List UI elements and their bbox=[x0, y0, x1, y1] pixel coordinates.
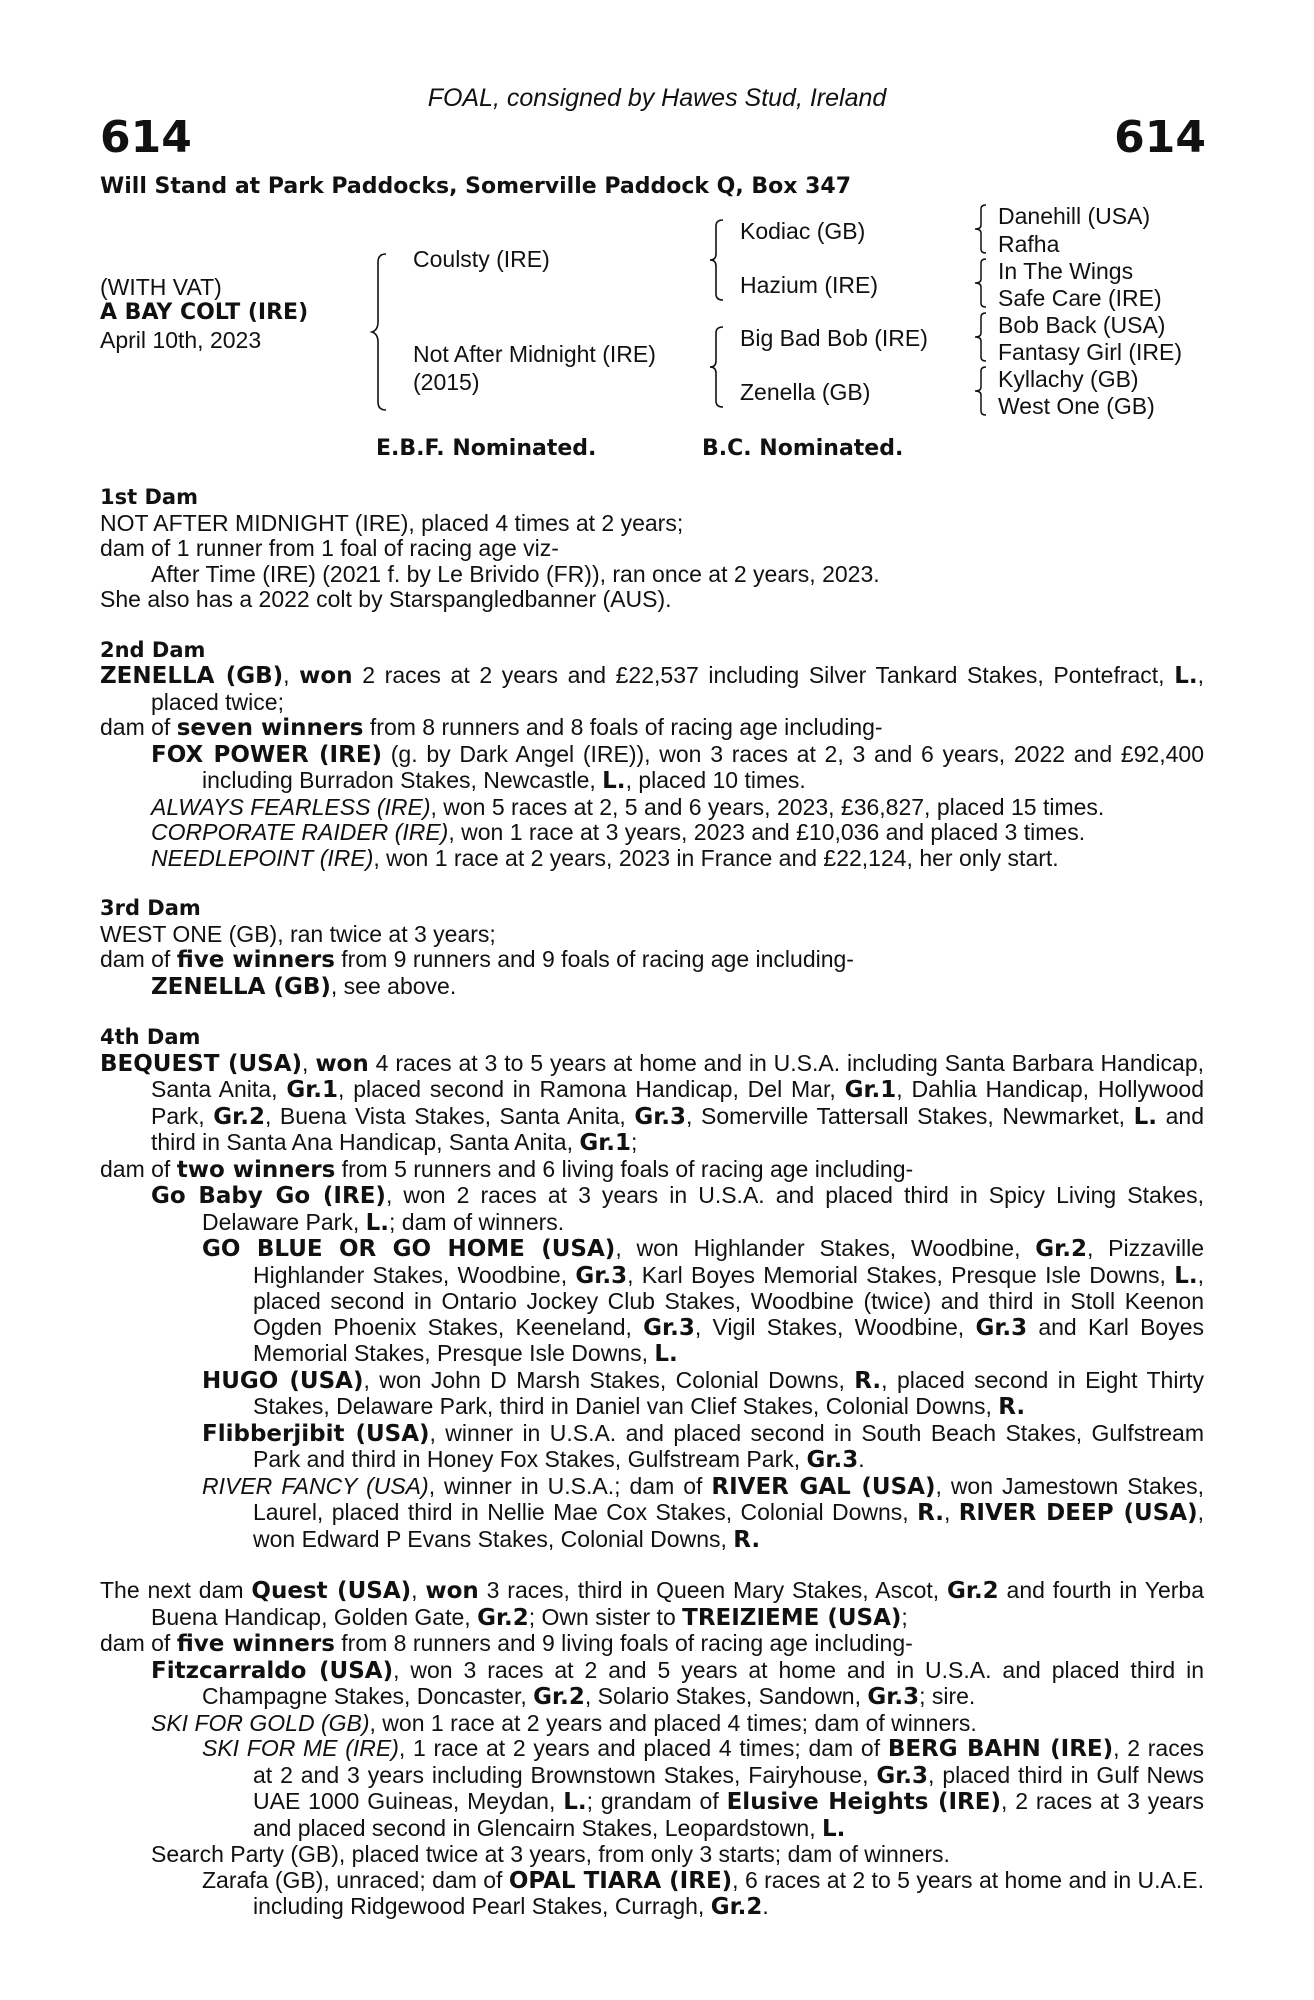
gen3-4: Safe Care (IRE) bbox=[998, 285, 1162, 311]
first-dam-extra: She also has a 2022 colt by Starspangledbanner (AUS). bbox=[100, 586, 672, 612]
produce-hugo: HUGO (USA), won John D Marsh Stakes, Colonial Downs, R., placed second in Eight Thirty Stakes, Delaware Park, third in Daniel van Clief Stakes, Colonial Downs, R. bbox=[202, 1366, 1205, 1420]
sire-bracket bbox=[709, 218, 733, 302]
lot-number-left: 614 bbox=[100, 112, 192, 163]
produce-always-fearless: ALWAYS FEARLESS (IRE), won 5 races at 2, 5 and 6 years, 2023, £36,827, placed 15 times. bbox=[151, 793, 1105, 820]
vat-note: (WITH VAT) bbox=[100, 274, 222, 300]
gen2-sire-dam: Hazium (IRE) bbox=[740, 272, 879, 298]
gen3-6: Fantasy Girl (IRE) bbox=[998, 339, 1183, 365]
produce-fitzcarraldo: Fitzcarraldo (USA), won 3 races at 2 and 5 years at home and in U.S.A. and placed third in Champagne Stakes, Doncaster, Gr.2, Solario Stakes, Sandown, Gr.3; sire. bbox=[151, 1656, 1204, 1710]
gen3-8: West One (GB) bbox=[998, 393, 1155, 419]
next-dam-produce-summary: dam of five winners from 8 runners and 9 living foals of racing age including- bbox=[100, 1630, 913, 1657]
sire-name: Coulsty (IRE) bbox=[413, 246, 550, 272]
gen3-bracket-4 bbox=[974, 365, 994, 419]
foaling-date: April 10th, 2023 bbox=[100, 327, 262, 353]
gen3-5: Bob Back (USA) bbox=[998, 312, 1166, 338]
gen3-2: Rafha bbox=[998, 231, 1060, 257]
gen3-1: Danehill (USA) bbox=[998, 203, 1151, 229]
fourth-dam-produce-summary: dam of two winners from 5 runners and 6 living foals of racing age including- bbox=[100, 1155, 914, 1183]
produce-corporate-raider: CORPORATE RAIDER (IRE), won 1 race at 3 years, 2023 and £10,036 and placed 3 times. bbox=[151, 819, 1086, 845]
subject-name: A BAY COLT (IRE) bbox=[100, 300, 309, 325]
third-dam-produce-summary: dam of five winners from 9 runners and 9 foals of racing age including- bbox=[100, 946, 854, 973]
produce-flibberjibit: Flibberjibit (USA), winner in U.S.A. and placed second in South Beach Stakes, Gulfstream Park and third in Honey Fox Stakes, Gulfstream Park, Gr.3. bbox=[202, 1419, 1205, 1473]
produce-ski-for-gold: SKI FOR GOLD (GB), won 1 race at 2 years and placed 4 times; dam of winners. bbox=[151, 1709, 977, 1736]
gen2-dam-sire: Big Bad Bob (IRE) bbox=[740, 325, 928, 351]
first-dam-produce-1: After Time (IRE) (2021 f. by Le Brivido (FR)), ran once at 2 years, 2023. bbox=[151, 560, 880, 587]
next-dam-entry: The next dam Quest (USA), won 3 races, third in Queen Mary Stakes, Ascot, Gr.2 and fourth in Yerba Buena Handicap, Golden Gate, Gr.2; Own sister to TREIZIEME (USA); bbox=[100, 1577, 1205, 1631]
fourth-dam-entry: BEQUEST (USA), won 4 races at 3 to 5 years at home and in U.S.A. including Santa Barbara Handicap, Santa Anita, Gr.1, placed second in Ramona Handicap, Del Mar, Gr.1, Dahlia Handicap, Hollywood Park, Gr.2, Buena Vista Stakes, Santa Anita, Gr.3, Somerville Tattersall Stakes, Newmarket, L. and third in Santa Ana Handicap, Santa Anita, Gr.1; bbox=[100, 1049, 1205, 1156]
produce-go-blue-or-go-home: GO BLUE OR GO HOME (USA), won Highlander Stakes, Woodbine, Gr.2, Pizzaville Highlander Stakes, Woodbine, Gr.3, Karl Boyes Memorial Stakes, Presque Isle Downs, L., placed second in Ontario Jockey Club Stakes, Woodbine (twice) and third in Stoll Keenon Ogden Phoenix Stakes, Keeneland, Gr.3, Vigil Stakes, Woodbine, Gr.3 and Karl Boyes Memorial Stakes, Presque Isle Downs, L. bbox=[202, 1235, 1205, 1367]
gen3-bracket-1 bbox=[974, 203, 994, 257]
ebf-nomination: E.B.F. Nominated. bbox=[376, 436, 597, 461]
fourth-dam-heading: 4th Dam bbox=[100, 1025, 201, 1049]
gen2-dam-dam: Zenella (GB) bbox=[740, 379, 871, 405]
fourth-dam-section bbox=[100, 1025, 1204, 1553]
dam-year: (2015) bbox=[413, 369, 480, 395]
gen3-bracket-3 bbox=[974, 311, 994, 365]
dam-bracket bbox=[709, 325, 733, 409]
produce-zenella: ZENELLA (GB), see above. bbox=[151, 972, 457, 1000]
produce-needlepoint: NEEDLEPOINT (IRE), won 1 race at 2 years, 2023 in France and £22,124, her only start. bbox=[151, 844, 1059, 871]
produce-fox-power: FOX POWER (IRE) (g. by Dark Angel (IRE)), won 3 races at 2, 3 and 6 years, 2022 and £92,400 including Burradon Stakes, Newcastle, L., placed 10 times. bbox=[151, 740, 1204, 794]
produce-go-baby-go: Go Baby Go (IRE), won 2 races at 3 years in U.S.A. and placed third in Spicy Living Stakes, Delaware Park, L.; dam of winners. bbox=[151, 1182, 1204, 1236]
second-dam-section bbox=[100, 638, 1204, 872]
catalogue-body bbox=[100, 485, 1204, 1921]
second-dam-entry: ZENELLA (GB), won 2 races at 2 years and £22,537 including Silver Tankard Stakes, Pontefract, L., placed twice; bbox=[100, 662, 1204, 715]
first-dam-heading: 1st Dam bbox=[100, 485, 198, 509]
stabling-line: Will Stand at Park Paddocks, Somerville Paddock Q, Box 347 bbox=[100, 174, 852, 199]
next-dam-section bbox=[100, 1578, 1204, 1921]
horse-name: ZENELLA (GB) bbox=[100, 663, 284, 689]
first-dam-section bbox=[100, 485, 1204, 613]
first-dam-produce-summary: dam of 1 runner from 1 foal of racing age viz- bbox=[100, 535, 559, 561]
first-dam-line: NOT AFTER MIDNIGHT (IRE), placed 4 times at 2 years; bbox=[100, 509, 684, 536]
bc-nomination: B.C. Nominated. bbox=[702, 436, 904, 461]
second-dam-produce-summary: dam of seven winners from 8 runners and 8 foals of racing age including- bbox=[100, 714, 883, 741]
gen3-bracket-2 bbox=[974, 257, 994, 311]
dam-name: Not After Midnight (IRE) bbox=[413, 341, 656, 367]
produce-zarafa: Zarafa (GB), unraced; dam of OPAL TIARA (IRE), 6 races at 2 to 5 years at home and in U.A.E. including Ridgewood Pearl Stakes, Curragh, Gr.2. bbox=[202, 1866, 1204, 1920]
produce-ski-for-me: SKI FOR ME (IRE), 1 race at 2 years and placed 4 times; dam of BERG BAHN (IRE), 2 races at 2 and 3 years including Brownstown Stakes, Fairyhouse, Gr.3, placed third in Gulf News UAE 1000 Guineas, Meydan, L.; grandam of Elusive Heights (IRE), 2 races at 3 years and placed second in Glencairn Stakes, Leopardstown, L. bbox=[202, 1735, 1205, 1842]
produce-river-fancy: RIVER FANCY (USA), winner in U.S.A.; dam of RIVER GAL (USA), won Jamestown Stakes, Laurel, placed third in Nellie Mae Cox Stakes, Colonial Downs, R., RIVER DEEP (USA), won Edward P Evans Stakes, Colonial Downs, R. bbox=[202, 1472, 1204, 1553]
produce-search-party: Search Party (GB), placed twice at 3 years, from only 3 starts; dam of winners. bbox=[151, 1841, 950, 1867]
subject-bracket bbox=[372, 252, 402, 412]
second-dam-heading: 2nd Dam bbox=[100, 637, 206, 662]
gen3-7: Kyllachy (GB) bbox=[998, 366, 1139, 392]
third-dam-heading: 3rd Dam bbox=[100, 896, 201, 920]
third-dam-section bbox=[100, 896, 1204, 1000]
consignment-line: FOAL, consigned by Hawes Stud, Ireland bbox=[427, 84, 887, 112]
gen3-3: In The Wings bbox=[998, 258, 1134, 284]
gen2-sire-sire: Kodiac (GB) bbox=[740, 218, 866, 244]
third-dam-line: WEST ONE (GB), ran twice at 3 years; bbox=[100, 920, 496, 947]
lot-number-right: 614 bbox=[1114, 112, 1206, 163]
